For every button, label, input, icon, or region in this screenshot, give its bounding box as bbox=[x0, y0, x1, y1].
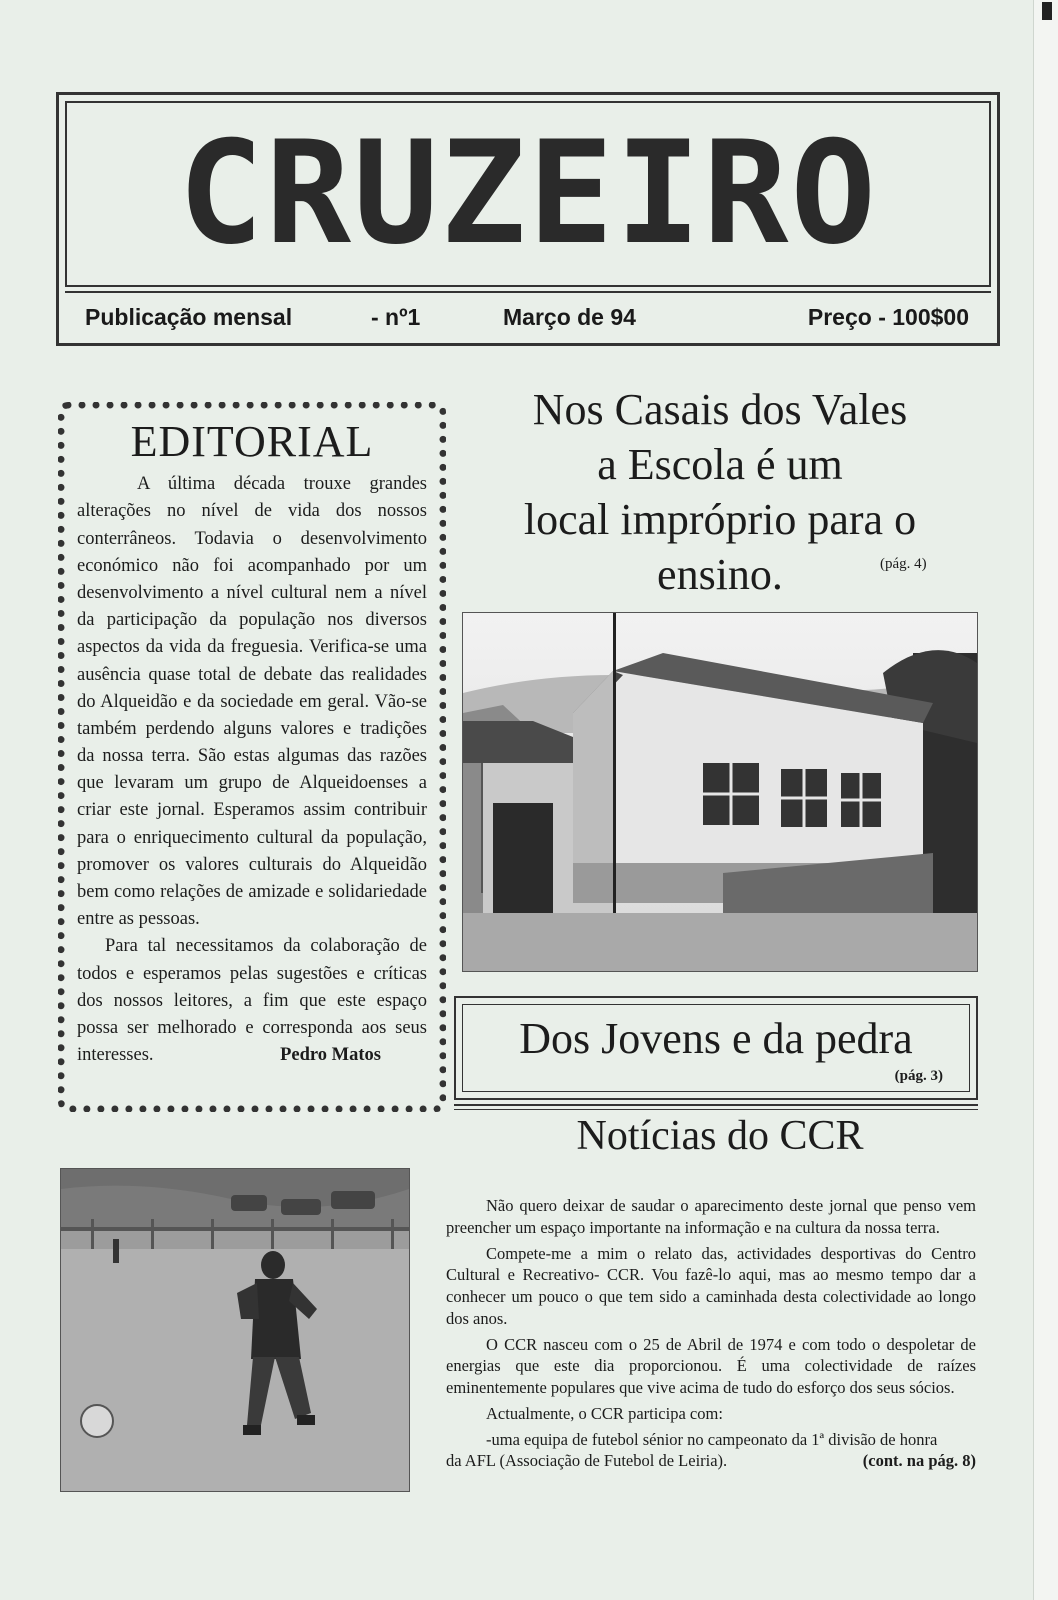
ccr-last-line bbox=[446, 1450, 976, 1472]
masthead-info-bar bbox=[65, 291, 991, 341]
section-divider bbox=[454, 1104, 978, 1106]
school-photo-image bbox=[463, 613, 977, 971]
editorial-box bbox=[58, 402, 446, 1112]
ccr-paragraph: Compete-me a mim o relato das, actividades desportivas do Centro Cultural e Recreativo- CCR. Vou fazê-lo aqui, mas ao mesmo tempo dar a conhecer um pouco o que tem sido a caminhada desta colectividade ao longo dos anos. bbox=[446, 1243, 976, 1328]
jovens-teaser-box bbox=[454, 996, 978, 1100]
issue-date: Março de 94 bbox=[503, 303, 636, 330]
corner-tab bbox=[1042, 2, 1052, 20]
ccr-continued-ref: (cont. na pág. 8) bbox=[862, 1451, 976, 1471]
masthead bbox=[56, 92, 1000, 346]
editorial-paragraph-text: Para tal necessitamos da colaboração de todos e esperamos pelas sugestões e críticas dos nossos leitores, a fim que este espaço possa ser melhorado e corresponda aos seus interesses. bbox=[77, 936, 427, 1066]
section-divider bbox=[454, 1109, 978, 1110]
ccr-title: Notícias do CCR bbox=[576, 1113, 864, 1159]
football-photo bbox=[60, 1168, 410, 1492]
jovens-page-ref: (pág. 3) bbox=[894, 1068, 943, 1084]
jovens-teaser-inner bbox=[462, 1004, 970, 1092]
headline-page-ref: (pág. 4) bbox=[880, 556, 927, 572]
editorial-paragraph bbox=[77, 933, 427, 1069]
ccr-paragraph: -uma equipa de futebol sénior no campeonato da 1ª divisão de honra bbox=[486, 1429, 938, 1449]
ccr-paragraph: Não quero deixar de saudar o aparecimento deste jornal que penso vem preencher um espaço importante na informação e na cultura da nossa terra. bbox=[446, 1196, 976, 1237]
page-edge bbox=[1033, 0, 1058, 1600]
ccr-paragraph: da AFL (Associação de Futebol de Leiria). bbox=[446, 1451, 728, 1471]
school-photo bbox=[462, 612, 978, 972]
masthead-title-box bbox=[65, 101, 991, 287]
editorial-paragraph: A última década trouxe grandes alterações no nível de vida dos nossos conterrâneos. Todavia o desenvolvimento económico não foi acompanhado por um desenvolvimento a nível cultural nem a nível da participação da população nos diversos aspectos da vida da freguesia. Verifica-se uma ausência quase total de debate das realidades do Alqueidão e da sociedade em geral. Vão-se também perdendo alguns valores e tradições da nossa terra. São estas algumas das razões que levaram um grupo de Alqueidoenses a criar este jornal. Esperamos assim contribuir para o enriquecimento cultural da população, promover os valores culturais do Alqueidão bem como relações de amizade e solidariedade entre as pessoas. bbox=[77, 474, 427, 930]
headline-line: local impróprio para o bbox=[523, 495, 917, 544]
editorial-body bbox=[77, 471, 427, 1069]
football-photo-image bbox=[61, 1169, 409, 1491]
issue-price: Preço - 100$00 bbox=[807, 303, 969, 330]
newspaper-title: CRUZEIRO bbox=[178, 111, 878, 276]
headline-line: Nos Casais dos Vales bbox=[532, 385, 908, 434]
editorial-title: EDITORIAL bbox=[130, 417, 374, 466]
publication-frequency: Publicação mensal bbox=[85, 303, 293, 330]
ccr-paragraph: O CCR nasceu com o 25 de Abril de 1974 e com todo o despoletar de energias que este dia proporcionou. É uma colectividade de raízes eminentemente populares que vive acima de tudo do esforço dos seus sócios. bbox=[446, 1334, 976, 1398]
ccr-article-body bbox=[446, 1195, 976, 1472]
ccr-paragraph: Actualmente, o CCR participa com: bbox=[486, 1403, 723, 1423]
headline-line: ensino. bbox=[657, 550, 783, 599]
issue-number: - nº1 bbox=[371, 303, 421, 330]
editorial-author: Pedro Matos bbox=[280, 1045, 381, 1066]
jovens-title: Dos Jovens e da pedra bbox=[519, 1014, 913, 1063]
headline-line: a Escola é um bbox=[597, 440, 843, 489]
